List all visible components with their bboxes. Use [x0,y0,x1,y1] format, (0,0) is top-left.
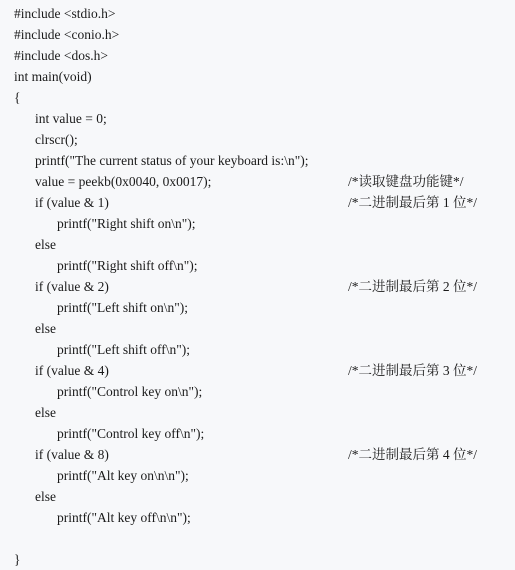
code-text: #include <stdio.h> [14,6,116,21]
code-text: printf("Right shift off\n"); [57,258,198,273]
code-text: { [14,90,21,105]
code-line [0,339,515,360]
code-line [0,486,515,507]
code-text: } [14,552,21,567]
code-line [0,528,515,549]
code-line [0,24,515,45]
code-text: printf("Control key off\n"); [57,426,205,441]
code-line [0,444,515,465]
code-line [0,171,515,192]
code-text: printf("Alt key off\n\n"); [57,510,191,525]
code-text: #include <dos.h> [14,48,108,63]
code-comment: /*二进制最后第 1 位*/ [348,195,478,210]
code-text: printf("Left shift off\n"); [57,342,190,357]
code-comment: /*二进制最后第 4 位*/ [348,447,478,462]
code-text: if (value & 8) [35,447,109,462]
code-line [0,45,515,66]
code-text: printf("Right shift on\n"); [57,216,196,231]
code-line [0,3,515,24]
code-line [0,213,515,234]
code-line [0,276,515,297]
code-line [0,318,515,339]
code-text: clrscr(); [35,132,78,147]
code-line [0,549,515,570]
code-text: #include <conio.h> [14,27,120,42]
code-line [0,150,515,171]
code-text: int value = 0; [35,111,107,126]
code-line [0,297,515,318]
code-line [0,465,515,486]
code-comment: /*读取键盘功能键*/ [348,174,464,189]
code-line [0,402,515,423]
code-comment: /*二进制最后第 3 位*/ [348,363,478,378]
code-text: printf("Control key on\n"); [57,384,203,399]
code-text: else [35,237,56,252]
code-text: else [35,489,56,504]
code-text: if (value & 2) [35,279,109,294]
code-line [0,87,515,108]
code-text: int main(void) [14,69,92,84]
code-text: printf("Left shift on\n"); [57,300,188,315]
code-text: printf("Alt key on\n\n"); [57,468,189,483]
code-text: if (value & 4) [35,363,109,378]
code-line [0,381,515,402]
code-line [0,423,515,444]
code-line [0,192,515,213]
code-text: else [35,321,56,336]
code-text: else [35,405,56,420]
code-line [0,129,515,150]
code-text: if (value & 1) [35,195,109,210]
code-line [0,507,515,528]
code-text: printf("The current status of your keyboard is:\n"); [35,153,309,168]
code-line [0,108,515,129]
code-text: value = peekb(0x0040, 0x0017); [35,174,212,189]
code-comment: /*二进制最后第 2 位*/ [348,279,478,294]
code-line [0,234,515,255]
code-line [0,360,515,381]
code-line [0,255,515,276]
code-line [0,66,515,87]
